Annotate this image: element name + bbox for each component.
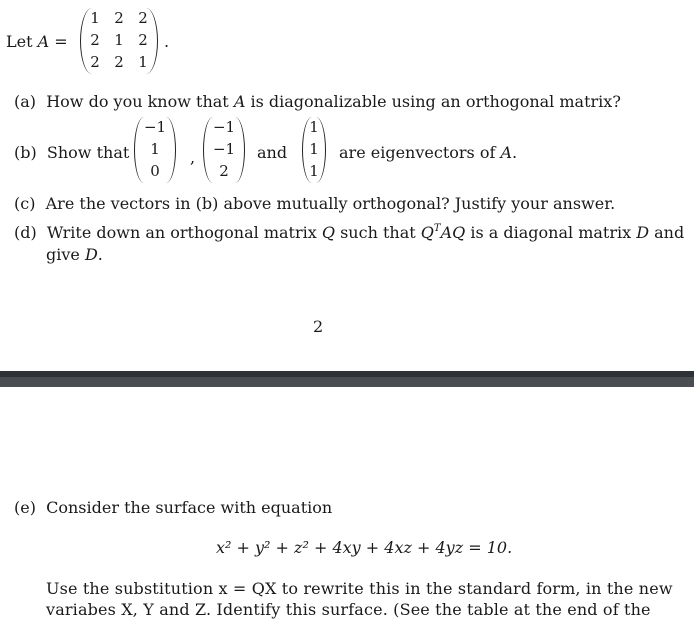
page-number: 2 [313, 317, 324, 336]
part-a: (a) How do you know that A is diagonalizable using an orthogonal matrix? [14, 92, 621, 111]
eigenvector-cell: 0 [150, 162, 160, 180]
matrix-a-cell: 2 [138, 31, 148, 49]
eigenvector-cell: 2 [219, 162, 229, 180]
surface-equation: x² + y² + z² + 4xy + 4xz + 4yz = 10. [216, 538, 513, 557]
matrix-a-cell: 2 [90, 53, 100, 71]
part-d-line1: (d) Write down an orthogonal matrix Q such that $Q^TAQ$ is a diagonal matrix D and [14, 223, 685, 242]
part-b-tail: are eigenvectors of A. [339, 143, 518, 162]
vector-comma: , [190, 148, 196, 167]
eigenvector-3 [302, 117, 326, 183]
vector-and: and [257, 143, 288, 162]
part-d-line2: give D. [46, 245, 103, 264]
eigenvector-cell: −1 [143, 118, 167, 136]
eigenvector-cell: −1 [212, 140, 236, 158]
part-e-line1: Use the substitution x = QX to rewrite this in the standard form, in the new [46, 579, 673, 598]
matrix-a-cell: 1 [138, 53, 148, 71]
matrix-a-cell: 2 [138, 9, 148, 27]
eigenvector-cell: 1 [309, 118, 319, 136]
page-divider [0, 371, 694, 387]
eigenvector-cell: 1 [150, 140, 160, 158]
part-c: (c) Are the vectors in (b) above mutually orthogonal? Justify your answer. [14, 194, 616, 213]
eigenvector-1 [134, 117, 176, 183]
part-e-line2: variabes X, Y and Z. Identify this surface. (See the table at the end of the [46, 600, 651, 619]
eigenvector-2 [203, 117, 245, 183]
matrix-a-cell: 2 [114, 53, 124, 71]
part-e: (e) Consider the surface with equation [14, 498, 333, 517]
eigenvector-cell: −1 [212, 118, 236, 136]
matrix-a [80, 8, 158, 74]
intro-let: Let A = [6, 32, 68, 51]
intro-period: . [164, 32, 170, 51]
eigenvector-cell: 1 [309, 162, 319, 180]
matrix-a-cell: 1 [90, 9, 100, 27]
matrix-a-cell: 2 [114, 9, 124, 27]
eigenvector-cell: 1 [309, 140, 319, 158]
matrix-a-cell: 2 [90, 31, 100, 49]
part-b-lead: (b) Show that [14, 143, 130, 162]
matrix-a-cell: 1 [114, 31, 124, 49]
